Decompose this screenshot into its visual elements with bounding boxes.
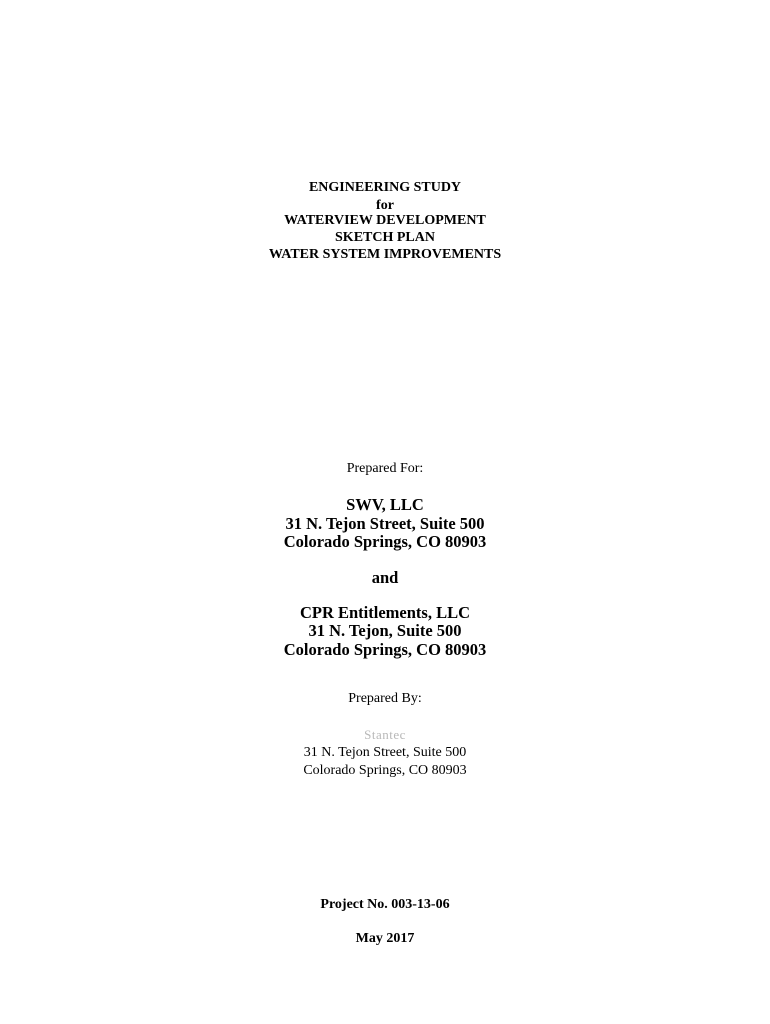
preparer-street: 31 N. Tejon Street, Suite 500: [303, 745, 467, 760]
report-date: May 2017: [355, 931, 415, 946]
client2-city: Colorado Springs, CO 80903: [283, 640, 487, 659]
title-line-5: WATER SYSTEM IMPROVEMENTS: [268, 247, 502, 262]
project-number: Project No. 003-13-06: [320, 897, 450, 912]
client2-street: 31 N. Tejon, Suite 500: [308, 621, 462, 640]
client1-city: Colorado Springs, CO 80903: [283, 532, 487, 551]
title-line-1: ENGINEERING STUDY: [308, 180, 462, 195]
prepared-for-label: Prepared For:: [346, 461, 424, 476]
title-line-3: WATERVIEW DEVELOPMENT: [284, 213, 486, 228]
title-line-2: for: [376, 198, 394, 213]
title-line-4: SKETCH PLAN: [335, 230, 435, 245]
conjunction-and: and: [371, 568, 399, 587]
client1-name: SWV, LLC: [346, 495, 424, 514]
client2-name: CPR Entitlements, LLC: [299, 603, 471, 622]
client1-street: 31 N. Tejon Street, Suite 500: [285, 514, 485, 533]
stantec-logo: Stantec: [364, 727, 406, 742]
preparer-city: Colorado Springs, CO 80903: [303, 763, 467, 778]
prepared-by-label: Prepared By:: [348, 691, 422, 706]
